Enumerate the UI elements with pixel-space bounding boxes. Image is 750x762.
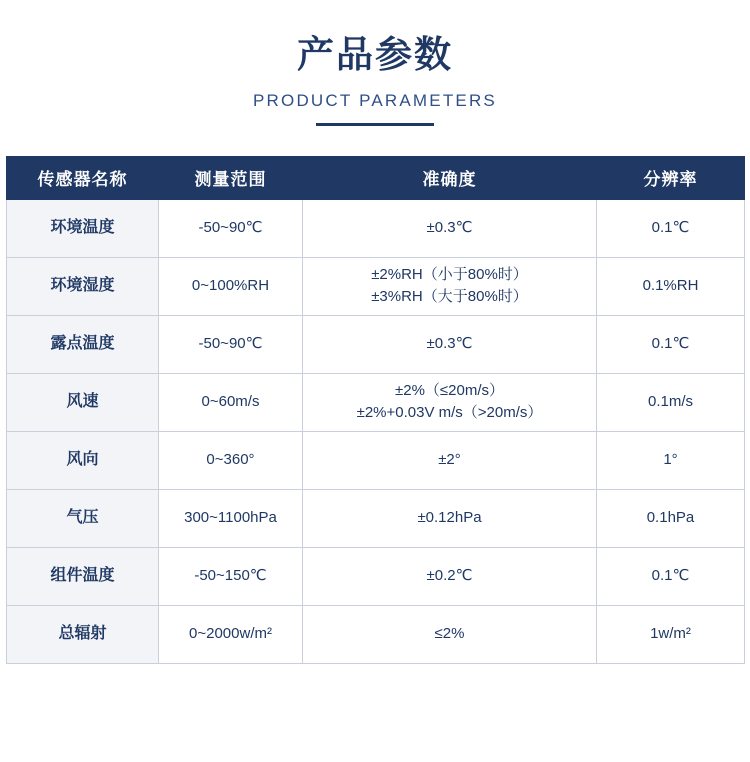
parameters-table-wrapper (0, 156, 750, 664)
cell-accuracy (303, 547, 597, 605)
column-header-measuring-range: 测量范围 (159, 156, 303, 199)
cell-sensor-name: 露点温度 (7, 315, 159, 373)
table-body (7, 199, 745, 663)
cell-accuracy-line: ±2%RH（小于80%时） (371, 266, 528, 284)
cell-sensor-name: 风向 (7, 431, 159, 489)
cell-measuring-range: 300~1100hPa (159, 489, 303, 547)
cell-sensor-name: 风速 (7, 373, 159, 431)
title-underline (316, 123, 434, 126)
cell-accuracy-line: ±3%RH（大于80%时） (371, 288, 528, 306)
cell-sensor-name: 气压 (7, 489, 159, 547)
cell-accuracy-line: ±0.3℃ (426, 219, 473, 237)
parameters-table (6, 156, 745, 664)
cell-measuring-range: 0~60m/s (159, 373, 303, 431)
table-row (7, 547, 745, 605)
cell-resolution: 1° (597, 431, 745, 489)
cell-accuracy-line: ±2%（≤20m/s） (395, 382, 504, 400)
cell-accuracy-line: ≤2% (434, 625, 465, 643)
cell-measuring-range: 0~100%RH (159, 257, 303, 315)
cell-sensor-name: 总辐射 (7, 605, 159, 663)
page-header (0, 0, 750, 126)
table-row (7, 199, 745, 257)
table-row (7, 315, 745, 373)
cell-accuracy-line: ±2° (438, 451, 461, 469)
cell-accuracy (303, 257, 597, 315)
column-header-resolution: 分辨率 (597, 156, 745, 199)
cell-accuracy (303, 373, 597, 431)
cell-accuracy (303, 489, 597, 547)
column-header-accuracy: 准确度 (303, 156, 597, 199)
cell-measuring-range: -50~90℃ (159, 199, 303, 257)
table-header (7, 156, 745, 199)
cell-measuring-range: -50~90℃ (159, 315, 303, 373)
cell-accuracy-line: ±0.12hPa (417, 509, 482, 527)
page-title: 产品参数 (297, 34, 453, 75)
cell-resolution: 0.1m/s (597, 373, 745, 431)
cell-sensor-name: 组件温度 (7, 547, 159, 605)
cell-sensor-name: 环境温度 (7, 199, 159, 257)
table-row (7, 373, 745, 431)
table-row (7, 257, 745, 315)
cell-sensor-name: 环境湿度 (7, 257, 159, 315)
cell-accuracy (303, 605, 597, 663)
cell-measuring-range: 0~2000w/m² (159, 605, 303, 663)
cell-measuring-range: -50~150℃ (159, 547, 303, 605)
cell-resolution: 0.1℃ (597, 315, 745, 373)
table-row (7, 431, 745, 489)
cell-accuracy (303, 431, 597, 489)
table-row (7, 489, 745, 547)
cell-resolution: 0.1℃ (597, 547, 745, 605)
cell-measuring-range: 0~360° (159, 431, 303, 489)
table-header-row (7, 156, 745, 199)
cell-accuracy (303, 315, 597, 373)
cell-resolution: 0.1hPa (597, 489, 745, 547)
cell-accuracy-line: ±0.2℃ (426, 567, 473, 585)
cell-accuracy-line: ±0.3℃ (426, 335, 473, 353)
cell-accuracy-line: ±2%+0.03V m/s（>20m/s） (356, 404, 543, 422)
cell-resolution: 0.1℃ (597, 199, 745, 257)
cell-resolution: 0.1%RH (597, 257, 745, 315)
cell-accuracy (303, 199, 597, 257)
table-row (7, 605, 745, 663)
page-subtitle: PRODUCT PARAMETERS (253, 90, 497, 110)
cell-resolution: 1w/m² (597, 605, 745, 663)
column-header-sensor-name: 传感器名称 (7, 156, 159, 199)
